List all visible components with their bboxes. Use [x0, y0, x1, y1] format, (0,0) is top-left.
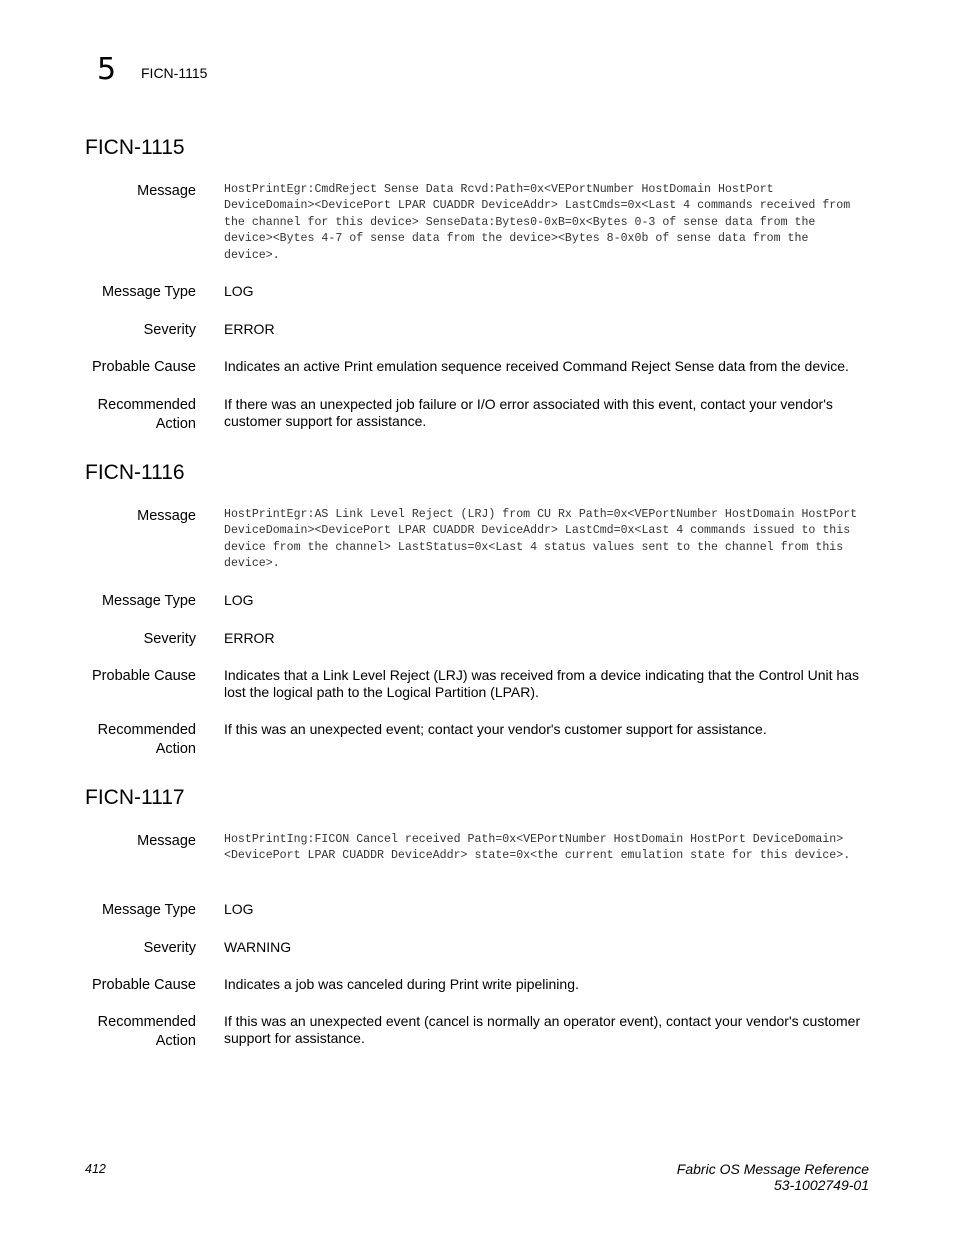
section-title: FICN-1116: [85, 461, 185, 484]
message-text: HostPrintEgr:AS Link Level Reject (LRJ) from CU Rx Path=0x<VEPortNumber HostDomain HostPort DeviceDomain><DevicePort LPAR CUADDR DeviceAddr> LastCmd=0x<Last 4 commands issued to this device from the channel> LastStatus=0x<Last 4 status values sent to the channel from this device>.: [224, 508, 858, 571]
footer-doc-info: [677, 1161, 869, 1193]
probable-cause-value: Indicates a job was canceled during Print write pipelining.: [224, 976, 579, 992]
severity-label: Severity: [143, 631, 196, 647]
severity-value: ERROR: [224, 321, 275, 337]
recommended-action-label: Recommended Action: [97, 722, 196, 757]
severity-value: WARNING: [224, 939, 292, 955]
message-text: HostPrintEgr:CmdReject Sense Data Rcvd:Path=0x<VEPortNumber HostDomain HostPort DeviceDomain><DevicePort LPAR CUADDR DeviceAddr> LastCmds=0x<Last 4 commands received from the channel for this device> SenseData:Bytes0-0xB=0x<Bytes 0-3 of sense data from the device><Bytes 4-7 of sense data from the device><Bytes 8-0x0b of sense data from the device>.: [224, 183, 851, 262]
recommended-action-value: If there was an unexpected job failure or I/O error associated with this event, contact your vendor's customer support for assistance.: [224, 396, 833, 429]
probable-cause-label: Probable Cause: [92, 668, 196, 684]
recommended-action-value: If this was an unexpected event (cancel is normally an operator event), contact your vendor's customer support for assistance.: [224, 1013, 861, 1046]
running-header-title: FICN-1115: [141, 65, 208, 81]
doc-title: Fabric OS Message Reference: [676, 1161, 869, 1177]
section-title: FICN-1115: [85, 136, 185, 159]
severity-value: ERROR: [224, 630, 275, 646]
severity-label: Severity: [143, 940, 196, 956]
recommended-action-value: If this was an unexpected event; contact your vendor's customer support for assistance.: [224, 721, 767, 737]
severity-label: Severity: [143, 322, 196, 338]
probable-cause-value: Indicates that a Link Level Reject (LRJ) was received from a device indicating that the Control Unit has lost the logical path to the Logical Partition (LPAR).: [224, 667, 859, 700]
message-type-value: LOG: [224, 592, 254, 608]
doc-number: 53-1002749-01: [774, 1177, 869, 1193]
chapter-number: 5: [97, 52, 117, 87]
page-number: 412: [85, 1162, 106, 1176]
message-type-value: LOG: [224, 901, 254, 917]
message-type-label: Message Type: [101, 902, 196, 918]
message-type-label: Message Type: [101, 284, 196, 300]
message-label: Message: [137, 183, 196, 199]
message-label: Message: [137, 833, 196, 849]
recommended-action-label: Recommended Action: [97, 397, 196, 432]
probable-cause-label: Probable Cause: [92, 977, 196, 993]
probable-cause-label: Probable Cause: [92, 359, 196, 375]
message-text: HostPrintIng:FICON Cancel received Path=0x<VEPortNumber HostDomain HostPort DeviceDomain><DevicePort LPAR CUADDR DeviceAddr> state=0x<the current emulation state for this device>.: [224, 833, 851, 863]
message-type-label: Message Type: [101, 593, 196, 609]
recommended-action-label: Recommended Action: [97, 1014, 196, 1049]
probable-cause-value: Indicates an active Print emulation sequence received Command Reject Sense data from the device.: [224, 358, 849, 374]
section-title: FICN-1117: [85, 786, 185, 809]
message-type-value: LOG: [224, 283, 254, 299]
message-label: Message: [137, 508, 196, 524]
